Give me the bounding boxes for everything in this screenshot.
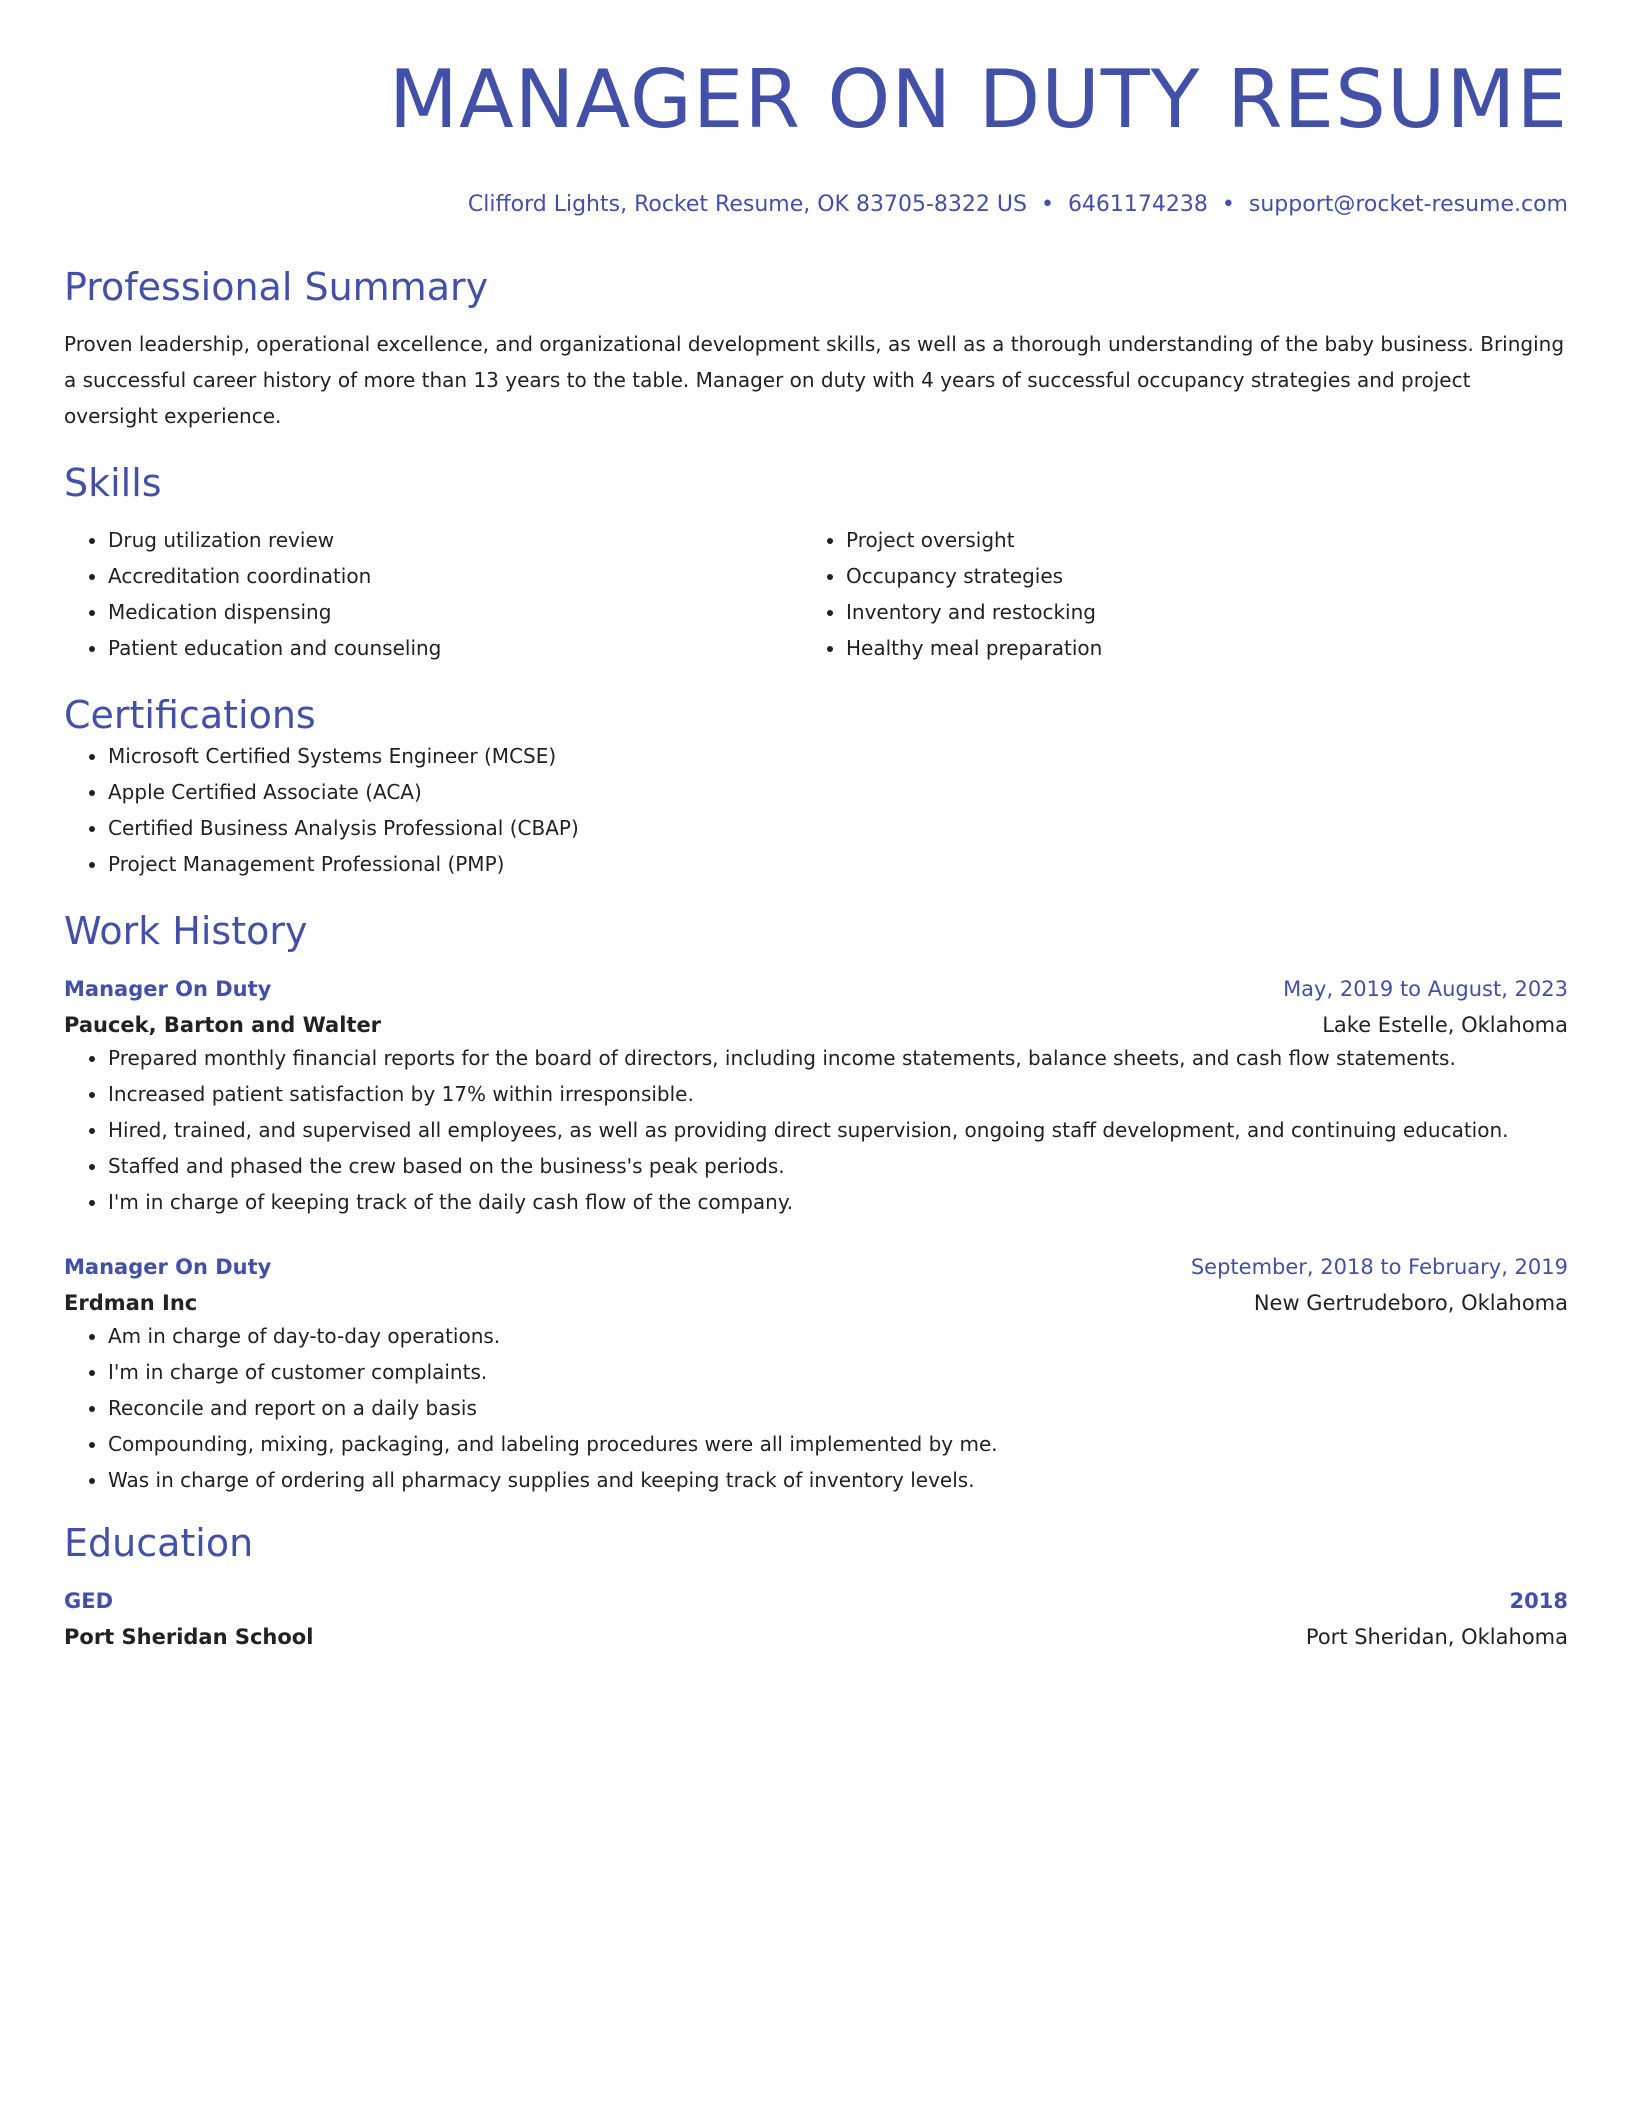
education-school-row [64, 1622, 1568, 1652]
job-title: Manager On Duty [64, 1255, 272, 1279]
job-location: New Gertrudeboro, Oklahoma [1253, 1291, 1568, 1315]
job-duty-item: • Am in charge of day-to-day operations. [108, 1318, 1568, 1354]
job-duty-item: • Increased patient satisfaction by 17% within irresponsible. [108, 1076, 1568, 1112]
skill-item: • Inventory and restocking [846, 594, 1540, 630]
education-year: 2018 [1509, 1589, 1568, 1613]
contact-separator: • [1040, 192, 1054, 217]
certification-item: • Certified Business Analysis Professional (CBAP) [108, 810, 1568, 846]
contact-line [64, 190, 1568, 220]
skill-item: • Medication dispensing [108, 594, 802, 630]
job-dates: May, 2019 to August, 2023 [1283, 977, 1568, 1001]
certification-item: • Apple Certified Associate (ACA) [108, 774, 1568, 810]
job-duty-item: • Reconcile and report on a daily basis [108, 1390, 1568, 1426]
skill-item: • Occupancy strategies [846, 558, 1540, 594]
education-header-row [64, 1586, 1568, 1616]
contact-address: Clifford Lights, Rocket Resume, OK 83705-8322 US [467, 192, 1027, 217]
skills-heading: Skills [64, 461, 162, 505]
job-duty-item: • Prepared monthly financial reports for the board of directors, including income statements, balance sheets, and cash flow statements. [108, 1040, 1568, 1076]
job-company-row [64, 1010, 1568, 1040]
job-header-row [64, 1252, 1568, 1282]
job-duty-item: • I'm in charge of keeping track of the daily cash flow of the company. [108, 1184, 1568, 1220]
skills-list-right [802, 522, 1540, 666]
skills-column-left [64, 522, 802, 666]
job-dates: September, 2018 to February, 2019 [1190, 1255, 1568, 1279]
job-company: Paucek, Barton and Walter [64, 1013, 382, 1037]
skills-list-left [64, 522, 802, 666]
education-entry [64, 1586, 1568, 1652]
skills-column-right [802, 522, 1540, 666]
education-location: Port Sheridan, Oklahoma [1305, 1625, 1568, 1649]
job-duties-list [64, 1040, 1568, 1220]
certification-item: • Microsoft Certified Systems Engineer (MCSE) [108, 738, 1568, 774]
summary-text: Proven leadership, operational excellence, and organizational development skills, as well as a thorough understanding of the baby business. Bringing a successful career history of more than 13 years to the table. Manager on duty with 4 years of successful occupancy strategies and project oversight experience. [64, 332, 1565, 428]
skill-item: • Healthy meal preparation [846, 630, 1540, 666]
skills-grid [64, 522, 1568, 666]
job-title: Manager On Duty [64, 977, 272, 1001]
job-location: Lake Estelle, Oklahoma [1322, 1013, 1568, 1037]
job-duty-item: • Compounding, mixing, packaging, and labeling procedures were all implemented by me. [108, 1426, 1568, 1462]
certifications-list [64, 738, 1568, 882]
education-degree: GED [64, 1589, 114, 1613]
skill-item: • Drug utilization review [108, 522, 802, 558]
education-heading: Education [64, 1521, 254, 1565]
education-school: Port Sheridan School [64, 1625, 314, 1649]
job-duty-item: • Hired, trained, and supervised all employees, as well as providing direct supervision, ongoing staff development, and continuing education. [108, 1112, 1568, 1148]
job-duty-item: • Was in charge of ordering all pharmacy supplies and keeping track of inventory levels. [108, 1462, 1568, 1498]
contact-separator: • [1221, 192, 1235, 217]
certifications-heading: Certifications [64, 693, 316, 737]
job-company-row [64, 1288, 1568, 1318]
work-history-heading: Work History [64, 909, 308, 953]
skill-item: • Accreditation coordination [108, 558, 802, 594]
skill-item: • Patient education and counseling [108, 630, 802, 666]
contact-phone: 6461174238 [1067, 192, 1208, 217]
skill-item: • Project oversight [846, 522, 1540, 558]
job-entry [64, 1252, 1568, 1498]
job-header-row [64, 974, 1568, 1004]
job-duty-item: • Staffed and phased the crew based on the business's peak periods. [108, 1148, 1568, 1184]
job-company: Erdman Inc [64, 1291, 198, 1315]
job-entry [64, 974, 1568, 1220]
certification-item: • Project Management Professional (PMP) [108, 846, 1568, 882]
resume-title: MANAGER ON DUTY RESUME [388, 53, 1568, 146]
contact-email[interactable]: support@rocket-resume.com [1248, 192, 1568, 217]
job-duty-item: • I'm in charge of customer complaints. [108, 1354, 1568, 1390]
job-duties-list [64, 1318, 1568, 1498]
summary-heading: Professional Summary [64, 265, 489, 309]
